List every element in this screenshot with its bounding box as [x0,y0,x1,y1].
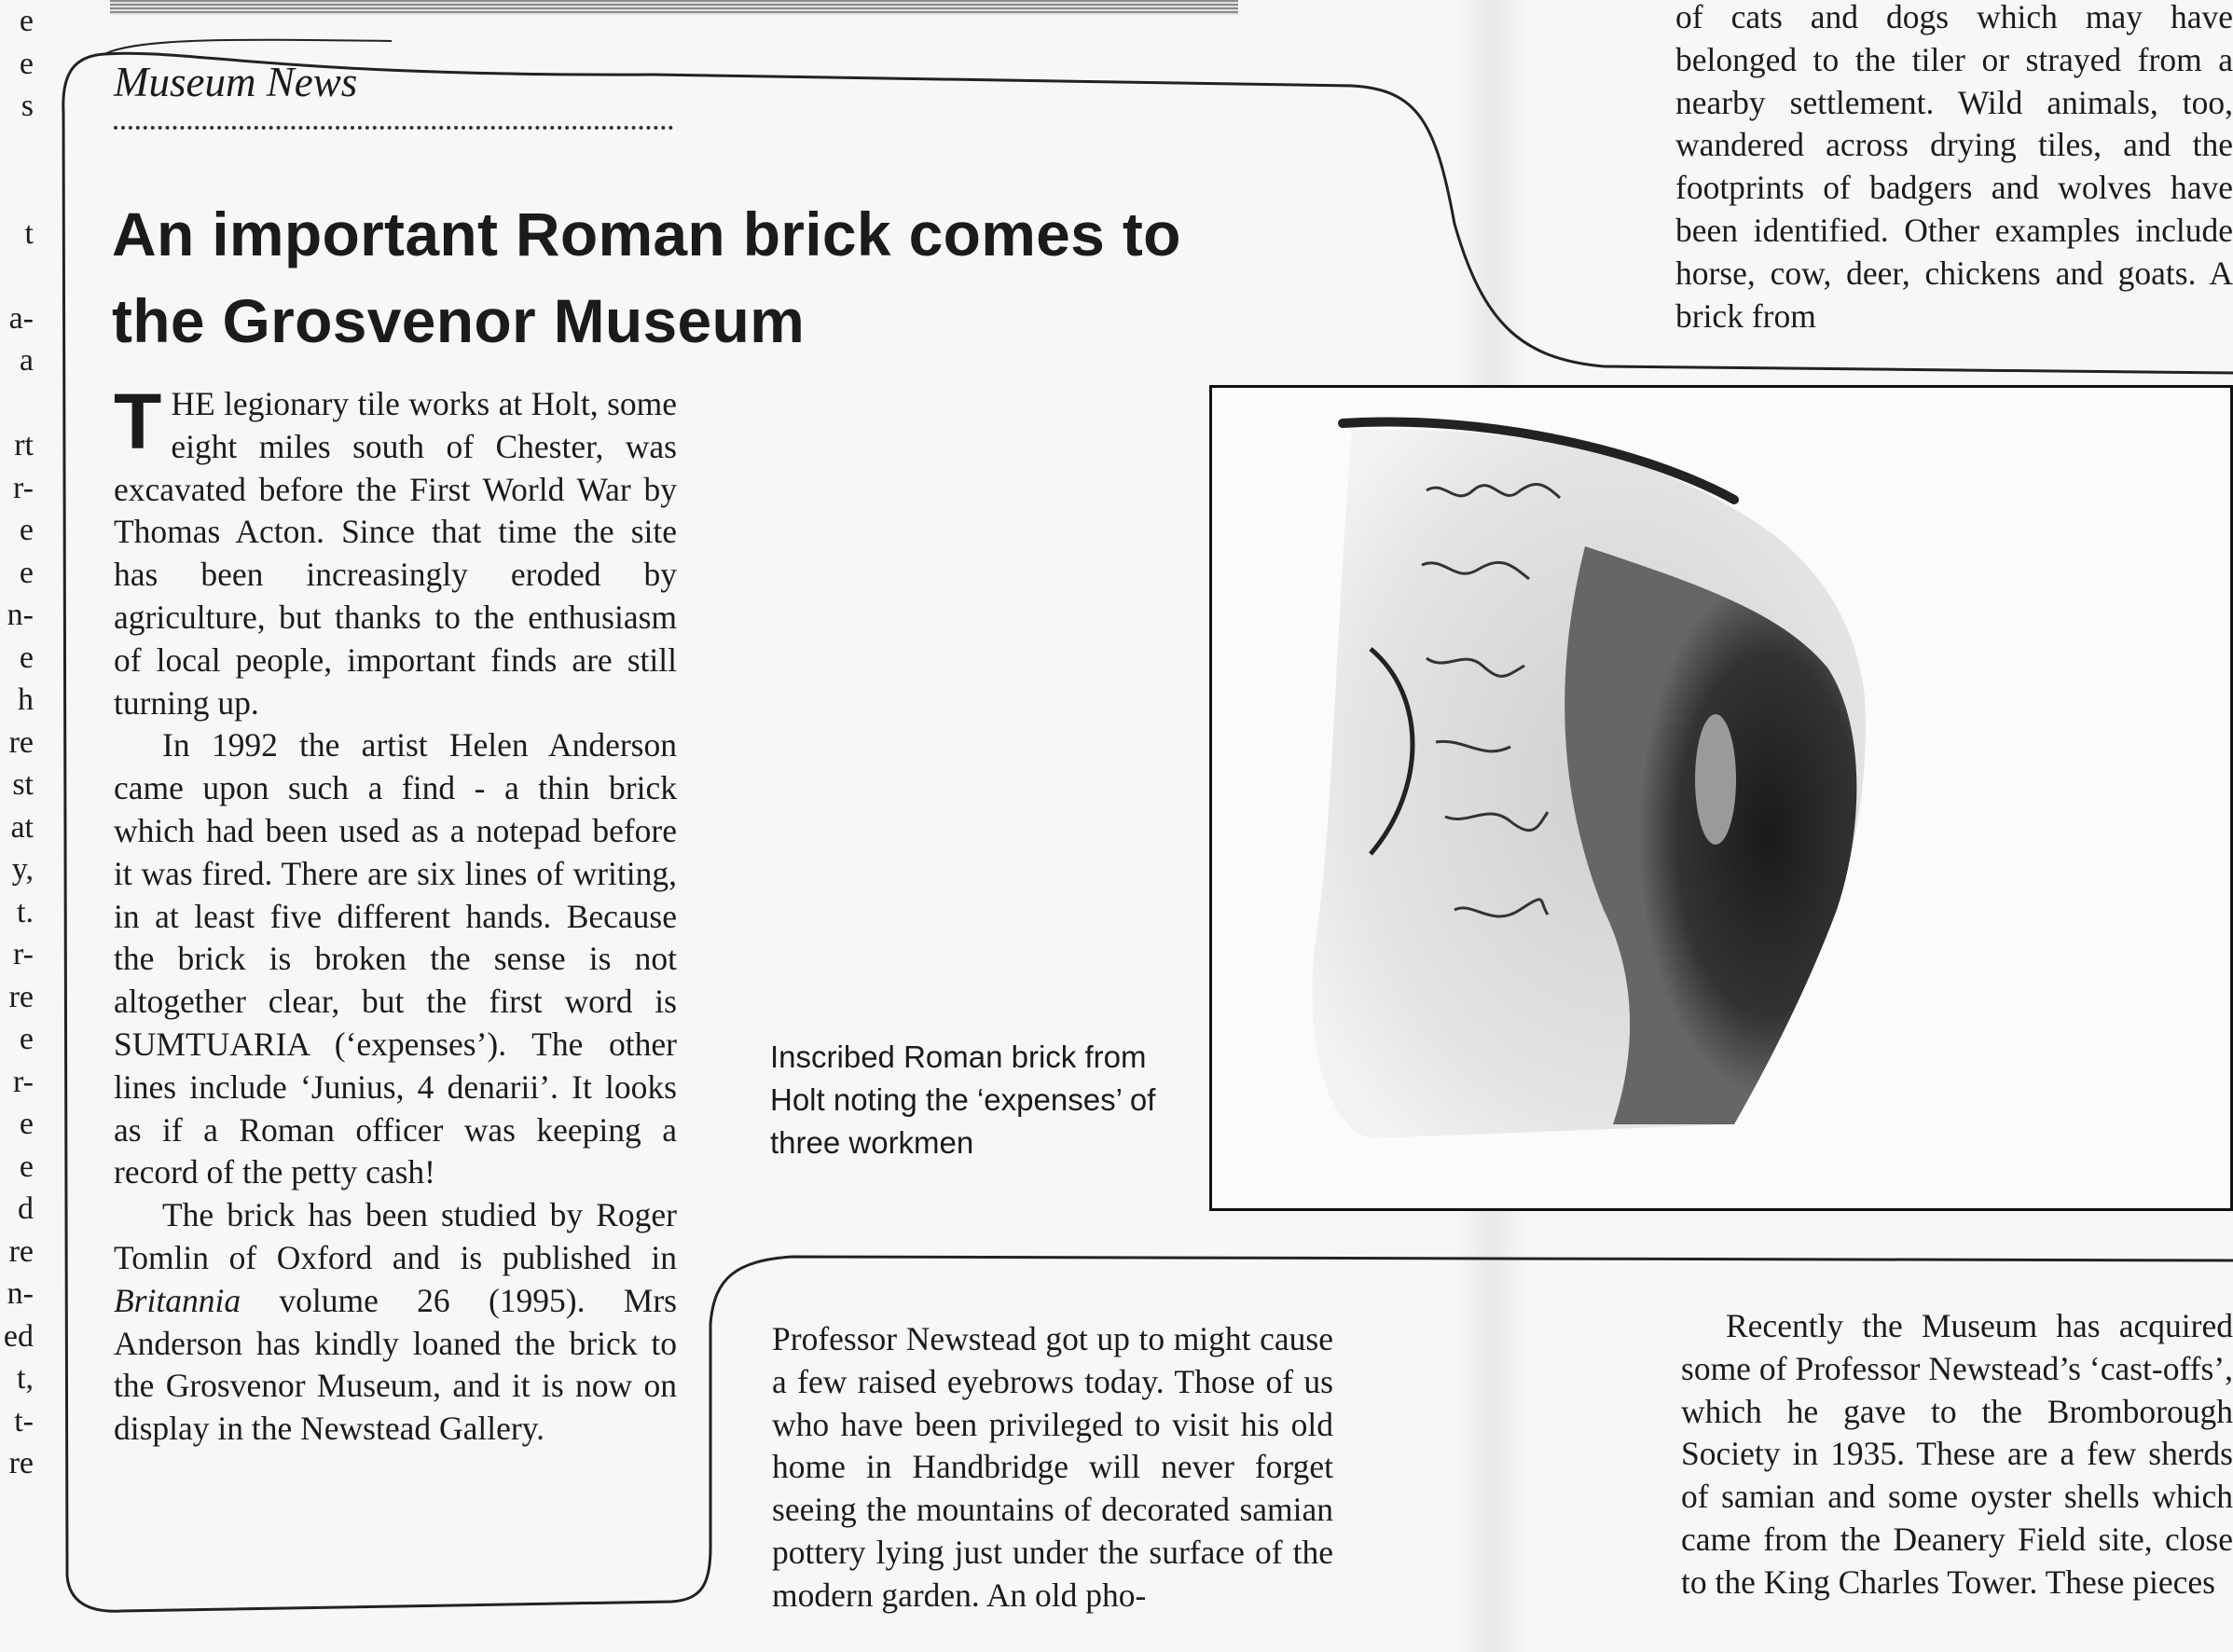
newstead-paragraph: Professor Newstead got up to might cause a few raised eyebrows today. Those of us who have been privileged to visit his old home in Handbridge will never forget seeing the mountains of decorated samian pottery lying just under the surface of the modern garden. An old pho- [772,1320,1333,1614]
left-margin-fragment: rt [14,428,34,462]
left-margin-fragment: e [19,4,34,38]
left-margin-fragment: a- [8,300,34,336]
section-dotted-rule [114,126,673,130]
left-margin-fragment: ed [3,1318,34,1354]
left-margin-fragment: s [21,89,34,123]
article-paragraph-3-text: The brick has been studied by Roger Tomlin of Oxford and is published in [114,1196,677,1276]
left-margin-fragment: e [19,1107,34,1141]
right-column-top-text: of cats and dogs which may have belonged to the tiler or strayed from a nearby settlement. Wild animals, too, wandered across drying tiles, and the footprints of badgers and wolves have been identified. Other examples include horse, cow, deer, chickens and goats. A brick from [1675,0,2233,335]
left-margin-fragment: r- [13,470,34,505]
left-margin-fragment: at [10,809,34,845]
article-paragraph-1-text: HE legionary tile works at Holt, some eight miles south of Chester, was excavated before the First World War by Thomas Acton. Since that time the site has been increasingly eroded by agriculture, but thanks to the enthusiasm of local people, important finds are still turning up. [114,385,677,722]
left-margin-fragment [0,255,34,297]
article-body [114,378,677,1451]
left-margin-fragment: t, [17,1361,34,1396]
left-margin-fragment: d [18,1191,34,1226]
left-margin-fragment: e [19,513,34,547]
left-margin-fragment: t. [17,894,34,929]
left-margin-fragment: re [8,1233,34,1269]
headline-line-2: the Grosvenor Museum [112,286,806,355]
photo-caption: Inscribed Roman brick from Holt noting the ‘expenses’ of three workmen [770,1039,1156,1160]
left-margin-fragment: t [24,215,34,251]
left-margin-fragments [0,0,34,1485]
left-margin-fragment: n- [7,1276,34,1311]
left-margin-fragment: t- [14,1403,34,1439]
drop-cap: T [114,378,162,465]
left-margin-fragment: n- [7,598,34,632]
article-paragraph-3-text-end: volume 26 (1995). Mrs Anderson has kindly loaned the brick to the Grosvenor Museum, and it is now on display in the Newstead Gallery. [114,1281,677,1448]
headline-line-1: An important Roman brick comes to [112,200,1181,268]
article-paragraph-2: In 1992 the artist Helen Anderson came upon such a find - a thin brick which had been used as a notepad before it was fired. There are six lines of writing, in at least five different hands. Because the brick is broken the sense is not altogether clear, but the first word is SUMTUARIA (‘expenses’). The other lines include ‘Junius, 4 denarii’. It looks as if a Roman officer was keeping a record of the petty cash! [114,726,677,1191]
newstead-column [772,1318,1333,1618]
left-margin-fragment: r- [13,937,34,971]
left-margin-fragment: re [8,979,34,1014]
left-margin-fragment: e [19,1149,34,1184]
left-margin-fragment: r- [13,1064,34,1099]
left-margin-fragment: e [19,1022,34,1056]
left-margin-fragment: re [8,724,34,760]
left-margin-fragment: re [8,1446,34,1480]
left-margin-fragment: y, [11,852,34,887]
recently-paragraph: Recently the Museum has acquired some of Professor Newstead’s ‘cast-offs’, which he gave to the Bromborough Society in 1935. These are a few sherds of samian and some oyster shells which came from the Deanery Field site, close to the King Charles Tower. These pieces [1681,1307,2233,1601]
article-paragraph-1 [114,378,677,724]
brick-photo [1209,385,2233,1211]
left-margin-fragment: e [19,46,34,81]
article-paragraph-3 [114,1194,677,1451]
brick-photo-image [1212,388,2233,1211]
left-margin-fragment: e [19,640,34,675]
left-margin-fragment: e [19,555,34,590]
journal-title: Britannia [114,1281,241,1319]
right-column-bottom [1681,1305,2233,1604]
headline [112,191,1287,365]
section-label: Museum News [114,59,358,105]
left-margin-fragment: st [12,767,34,802]
brick-highlight [1695,714,1736,845]
left-margin-fragment [0,382,34,425]
right-column-top [1675,0,2233,341]
left-margin-fragment [0,128,34,171]
left-margin-fragment: a [19,343,34,378]
left-margin-fragment [0,170,34,213]
left-margin-fragment: h [18,682,34,717]
museum-news-frame-top-edge [104,40,392,54]
